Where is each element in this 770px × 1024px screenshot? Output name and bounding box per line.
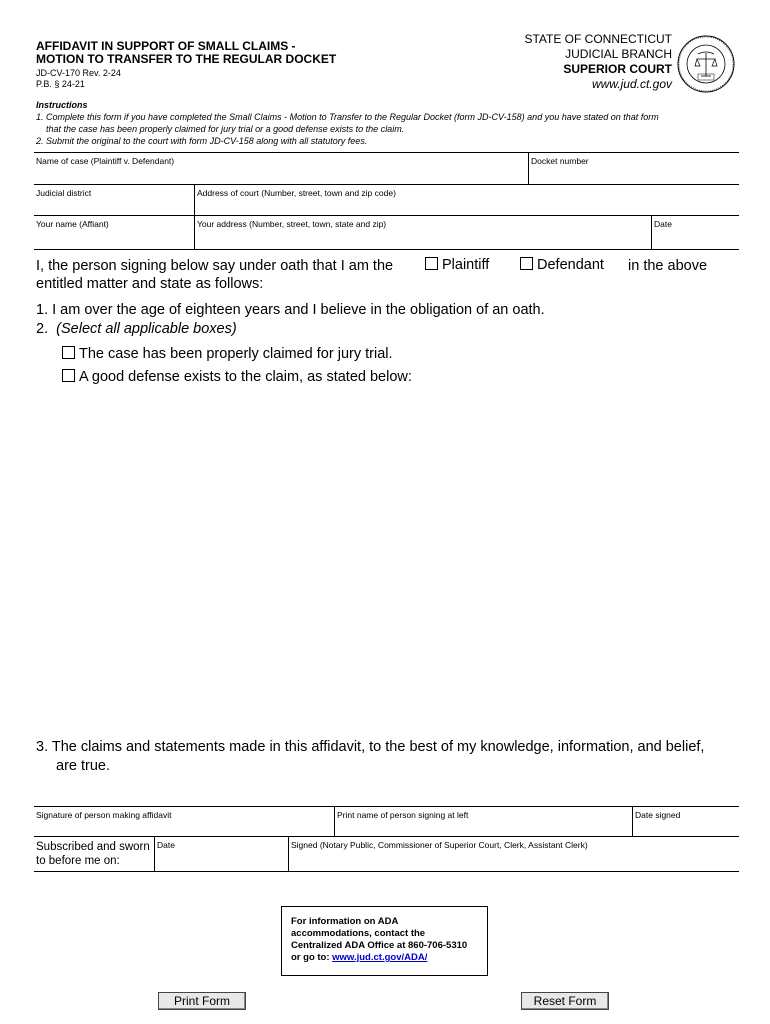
instruction-2: 2. Submit the original to the court with form JD-CV-158 along with all statutory fees. — [36, 136, 368, 146]
statement-2 — [36, 320, 237, 338]
ada-line-2: accommodations, contact the — [291, 928, 426, 939]
ada-line-1: For information on ADA — [291, 916, 399, 927]
defendant-label: Defendant — [537, 257, 604, 273]
court-address-field[interactable] — [194, 185, 739, 217]
print-name-label: Print name of person signing at left — [337, 810, 469, 820]
statement-2-label: (Select all applicable boxes) — [56, 321, 237, 337]
title-line-1: AFFIDAVIT IN SUPPORT OF SMALL CLAIMS - — [36, 39, 296, 53]
good-defense-label: A good defense exists to the claim, as stated below: — [79, 369, 412, 385]
judicial-district-label: Judicial district — [36, 188, 92, 198]
your-address-label: Your address (Number, street, town, state and zip) — [197, 219, 387, 229]
signature-grid — [34, 806, 739, 872]
plaintiff-label: Plaintiff — [442, 257, 490, 273]
instructions-heading: Instructions — [36, 100, 88, 110]
statement-3: 3. The claims and statements made in this affidavit, to the best of my knowledge, information, and belief, — [36, 739, 705, 755]
instruction-1-cont: that the case has been properly claimed for jury trial or a good defense exists to the claim. — [46, 124, 405, 134]
oath-lead: I, the person signing below say under oath that I am the — [36, 258, 394, 274]
docket-number-field[interactable] — [528, 153, 739, 185]
state-name: STATE OF CONNECTICUT — [524, 32, 672, 46]
defendant-option[interactable] — [520, 256, 604, 274]
date-signed-label: Date signed — [635, 810, 681, 820]
sworn-date-label: Date — [157, 840, 175, 850]
instructions — [36, 99, 756, 147]
practice-book-ref: P.B. § 24-21 — [36, 79, 85, 89]
instruction-1: 1. Complete this form if you have completed the Small Claims - Motion to Transfer to the Regular Docket (form JD-CV-158) and you have stated on that form — [36, 112, 659, 122]
official-signature-field[interactable] — [288, 837, 739, 871]
signature-field[interactable] — [34, 807, 334, 837]
subscribed-label — [34, 837, 154, 871]
website-text: www.jud.ct.gov — [591, 77, 672, 91]
subscribed-line-1: Subscribed and sworn — [36, 841, 150, 853]
court-address-label: Address of court (Number, street, town and zip code) — [197, 188, 396, 198]
print-form-button[interactable]: Print Form — [158, 992, 246, 1010]
ada-notice — [281, 906, 488, 976]
date-signed-field[interactable] — [632, 807, 739, 837]
defense-statement-area[interactable] — [36, 392, 736, 728]
statement-1: 1. I am over the age of eighteen years and I believe in the obligation of an oath. — [36, 302, 545, 318]
form-number — [36, 68, 121, 90]
signature-label: Signature of person making affidavit — [36, 810, 172, 820]
form-rev: JD-CV-170 Rev. 2-24 — [36, 68, 121, 78]
ada-line-3: Centralized ADA Office at 860-706-5310 — [291, 940, 468, 951]
subscribed-line-2: to before me on: — [36, 855, 120, 867]
form-title — [36, 40, 336, 66]
plaintiff-checkbox[interactable] — [425, 257, 438, 270]
good-defense-checkbox[interactable] — [62, 369, 75, 382]
oath-line-2: entitled matter and state as follows: — [36, 276, 264, 292]
judicial-district-field[interactable] — [34, 185, 194, 217]
state-seal-icon — [676, 34, 736, 94]
branch-name: JUDICIAL BRANCH — [565, 47, 672, 61]
sworn-date-field[interactable] — [154, 837, 289, 871]
defendant-checkbox[interactable] — [520, 257, 533, 270]
statement-3-cont: are true. — [56, 758, 110, 774]
your-name-label: Your name (Affiant) — [36, 219, 109, 229]
date-label: Date — [654, 219, 672, 229]
jury-trial-checkbox[interactable] — [62, 346, 75, 359]
reset-form-button[interactable]: Reset Form — [521, 992, 609, 1010]
good-defense-option[interactable] — [62, 368, 412, 386]
jury-trial-option[interactable] — [62, 345, 393, 363]
court-name: SUPERIOR COURT — [563, 62, 672, 76]
docket-number-label: Docket number — [531, 156, 589, 166]
date-field[interactable] — [651, 216, 739, 249]
ada-line-4: or go to: — [291, 952, 333, 963]
your-name-field[interactable] — [34, 216, 194, 249]
case-name-label: Name of case (Plaintiff v. Defendant) — [36, 156, 175, 166]
title-line-2: MOTION TO TRANSFER TO THE REGULAR DOCKET — [36, 52, 337, 66]
print-name-field[interactable] — [334, 807, 633, 837]
statement-2-number: 2. — [36, 321, 49, 337]
plaintiff-option[interactable] — [425, 256, 489, 274]
jury-trial-label: The case has been properly claimed for jury trial. — [79, 346, 393, 362]
ada-link[interactable]: www.jud.ct.gov/ADA/ — [332, 952, 428, 963]
case-info-grid — [34, 152, 739, 250]
official-signature-label: Signed (Notary Public, Commissioner of Superior Court, Clerk, Assistant Clerk) — [291, 840, 588, 850]
your-address-field[interactable] — [194, 216, 652, 249]
case-name-field[interactable] — [34, 153, 528, 185]
oath-tail: in the above — [628, 258, 708, 274]
court-header — [524, 32, 672, 92]
